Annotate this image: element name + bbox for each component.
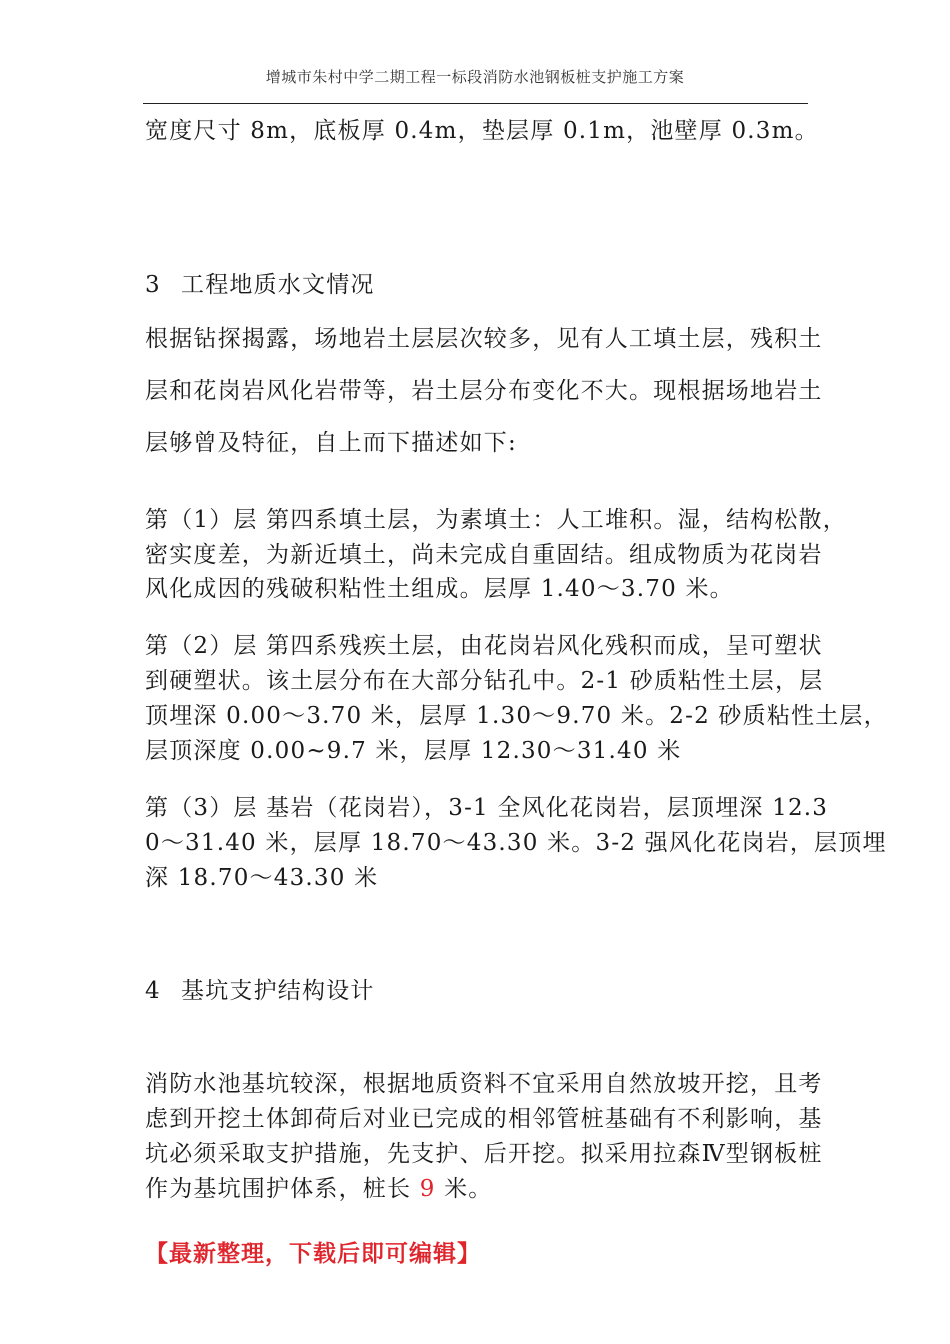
layer-3-line: 0～31.40 米，层厚 18.70～43.30 米。3-2 强风化花岗岩，层顶埋 bbox=[145, 830, 887, 856]
last-line-suffix: 米。 bbox=[435, 1176, 493, 1202]
pile-length-value: 9 bbox=[419, 1176, 436, 1202]
layer-1-line: 第（1）层 第四系填土层，为素填土：人工堆积。湿，结构松散， bbox=[145, 507, 847, 533]
last-line-prefix: 作为基坑围护体系，桩长 bbox=[145, 1176, 420, 1202]
section-4-para-line: 坑必须采取支护措施，先支护、后开挖。拟采用拉森Ⅳ型钢板桩 bbox=[145, 1141, 823, 1167]
layer-2-line: 顶埋深 0.00～3.70 米，层厚 1.30～9.70 米。2-2 砂质粘性土层， bbox=[145, 703, 888, 729]
layer-2-line: 第（2）层 第四系残疾土层，由花岗岩风化残积而成，呈可塑状 bbox=[145, 633, 823, 659]
section-3-para-line: 层够曾及特征，自上而下描述如下: bbox=[145, 430, 517, 456]
section-4-heading bbox=[145, 972, 375, 1005]
layer-3-line: 深 18.70～43.30 米 bbox=[145, 865, 379, 891]
promo-note: 【最新整理，下载后即可编辑】 bbox=[145, 1240, 481, 1267]
layer-2-line: 到硬塑状。该土层分布在大部分钻孔中。2-1 砂质粘性土层，层 bbox=[145, 668, 824, 694]
section-4-para-line: 虑到开挖土体卸荷后对业已完成的相邻管桩基础有不利影响，基 bbox=[145, 1106, 823, 1132]
intro-line: 宽度尺寸 8m，底板厚 0.4m，垫层厚 0.1m，池壁厚 0.3m。 bbox=[145, 118, 819, 144]
section-3-number: 3 bbox=[145, 272, 161, 298]
section-4-last-line bbox=[145, 1170, 492, 1203]
layer-3-line: 第（3）层 基岩（花岗岩），3-1 全风化花岗岩，层顶埋深 12.3 bbox=[145, 795, 829, 821]
section-3-heading bbox=[145, 266, 375, 299]
header-rule bbox=[143, 103, 808, 104]
section-4-number: 4 bbox=[145, 978, 161, 1004]
layer-2-line: 层顶深度 0.00~9.7 米，层厚 12.30～31.40 米 bbox=[145, 738, 682, 764]
section-4-title: 基坑支护结构设计 bbox=[181, 978, 375, 1004]
section-3-para-line: 层和花岗岩风化岩带等，岩土层分布变化不大。现根据场地岩土 bbox=[145, 378, 823, 404]
section-4-para-line: 消防水池基坑较深，根据地质资料不宜采用自然放坡开挖，且考 bbox=[145, 1071, 823, 1097]
page-header: 增城市朱村中学二期工程一标段消防水池钢板桩支护施工方案 bbox=[265, 68, 685, 86]
layer-1-line: 密实度差，为新近填土，尚未完成自重固结。组成物质为花岗岩 bbox=[145, 542, 823, 568]
layer-1-line: 风化成因的残破积粘性土组成。层厚 1.40～3.70 米。 bbox=[145, 576, 734, 602]
section-3-para-line: 根据钻探揭露，场地岩土层层次较多，见有人工填土层，残积土 bbox=[145, 326, 823, 352]
section-3-title: 工程地质水文情况 bbox=[181, 272, 375, 298]
